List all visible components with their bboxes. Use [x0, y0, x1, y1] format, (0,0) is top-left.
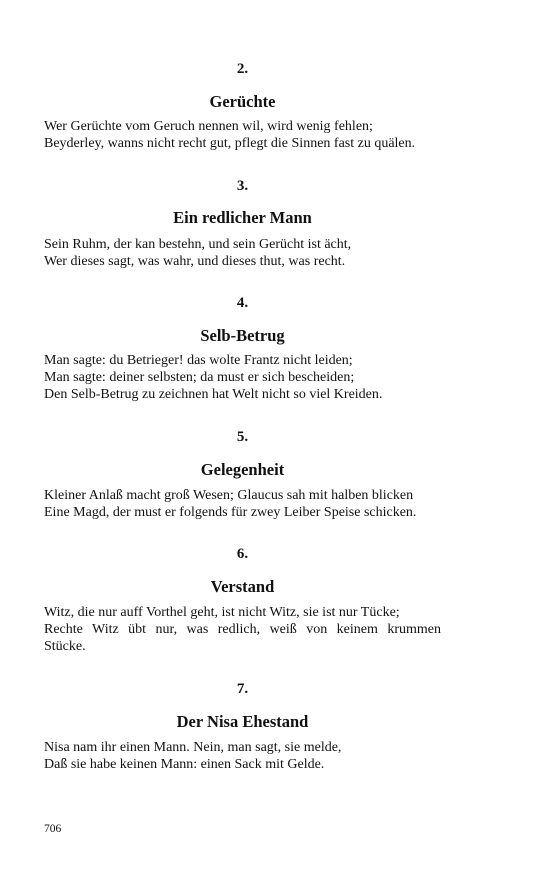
poem-line: Wer dieses sagt, was wahr, und dieses thut, was recht.: [44, 254, 346, 269]
poem-line: Stücke.: [44, 639, 86, 654]
section-number: 6.: [236, 546, 249, 562]
poem-stanza: [44, 604, 441, 655]
section-number: 7.: [236, 681, 249, 697]
poem-line: Sein Ruhm, der kan bestehn, und sein Gerücht ist ächt,: [44, 237, 352, 252]
poem-line: Witz, die nur auff Vorthel geht, ist nicht Witz, sie ist nur Tücke;: [44, 605, 400, 620]
poem-stanza: [44, 739, 441, 773]
section-number: 2.: [236, 61, 249, 77]
section-number: 5.: [236, 429, 249, 445]
poem-line: Nisa nam ihr einen Mann. Nein, man sagt, sie melde,: [44, 740, 342, 755]
section-title: Verstand: [210, 577, 275, 596]
section-title: Ein redlicher Mann: [173, 208, 312, 227]
section-number: 4.: [236, 295, 249, 311]
poem-stanza: [44, 487, 441, 521]
poem-stanza: [44, 236, 441, 270]
poem-line: Man sagte: du Betrieger! das wolte Frantz nicht leiden;: [44, 353, 353, 368]
poem-stanza: [44, 118, 441, 152]
section-title: Selb-Betrug: [200, 326, 285, 345]
poem-line: Wer Gerüchte vom Geruch nennen wil, wird wenig fehlen;: [44, 119, 373, 134]
page-number: 706: [44, 823, 62, 835]
section-title: Gelegenheit: [200, 460, 285, 479]
poem-line: Beyderley, wanns nicht recht gut, pflegt die Sinnen fast zu quälen.: [44, 136, 416, 151]
poem-line: Man sagte: deiner selbsten; da must er sich bescheiden;: [44, 370, 355, 385]
poem-line: Rechte Witz übt nur, was redlich, weiß von keinem krummen: [44, 622, 441, 637]
poem-stanza: [44, 352, 441, 403]
poem-line: Daß sie habe keinen Mann: einen Sack mit Gelde.: [44, 757, 325, 772]
page-body: [44, 0, 441, 880]
section-title: Gerüchte: [209, 92, 276, 111]
section-number: 3.: [236, 178, 249, 194]
poem-line: Kleiner Anlaß macht groß Wesen; Glaucus sah mit halben blicken: [44, 488, 414, 503]
section-title: Der Nisa Ehestand: [176, 712, 309, 731]
poem-line: Eine Magd, der must er folgends für zwey Leiber Speise schicken.: [44, 505, 417, 520]
poem-line: Den Selb-Betrug zu zeichnen hat Welt nicht so viel Kreiden.: [44, 387, 383, 402]
